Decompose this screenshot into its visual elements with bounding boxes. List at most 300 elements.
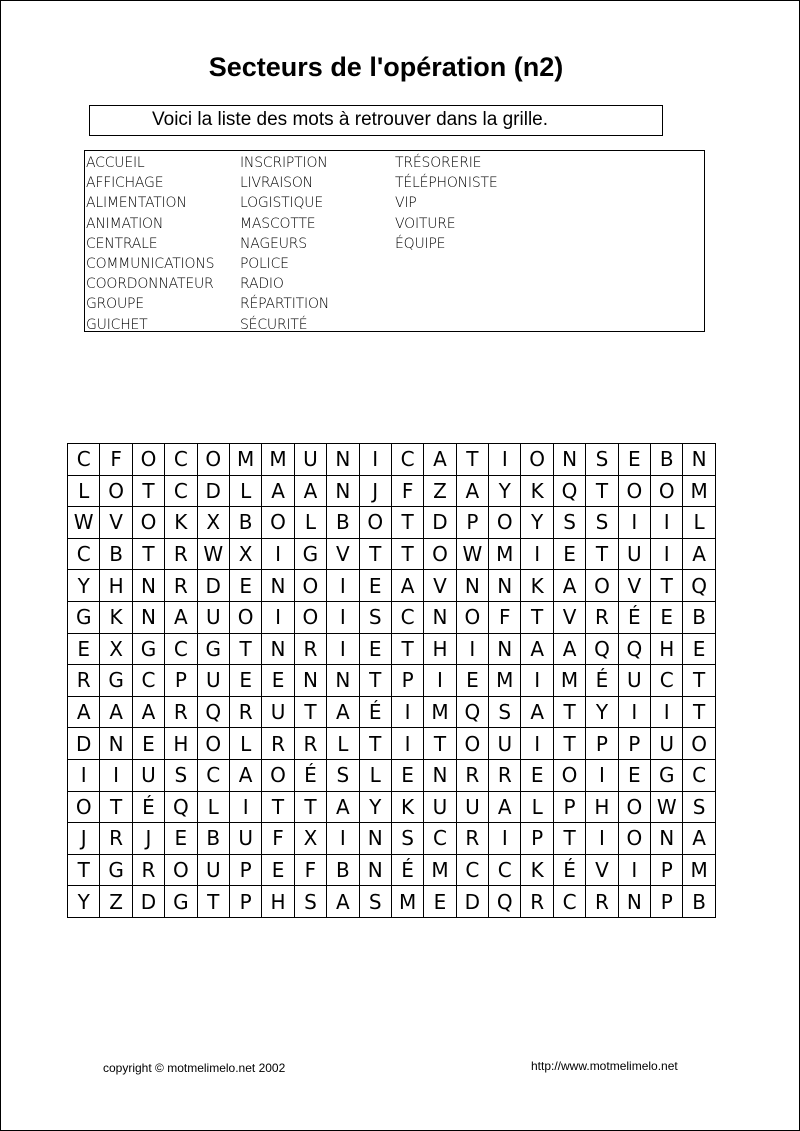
grid-cell[interactable]: B bbox=[651, 444, 683, 476]
grid-cell[interactable]: I bbox=[651, 696, 683, 728]
grid-cell[interactable]: Z bbox=[424, 475, 456, 507]
grid-cell[interactable]: N bbox=[132, 601, 164, 633]
grid-cell[interactable]: Y bbox=[359, 791, 391, 823]
grid-cell[interactable]: C bbox=[68, 538, 100, 570]
grid-cell[interactable]: L bbox=[294, 507, 326, 539]
grid-cell[interactable]: M bbox=[683, 475, 715, 507]
grid-cell[interactable]: I bbox=[651, 507, 683, 539]
grid-cell[interactable]: C bbox=[424, 823, 456, 855]
grid-cell[interactable]: T bbox=[586, 475, 618, 507]
grid-cell[interactable]: D bbox=[197, 475, 229, 507]
grid-cell[interactable]: S bbox=[391, 823, 423, 855]
grid-cell[interactable]: I bbox=[262, 601, 294, 633]
grid-cell[interactable]: U bbox=[132, 759, 164, 791]
grid-cell[interactable]: X bbox=[100, 633, 132, 665]
grid-cell[interactable]: É bbox=[391, 854, 423, 886]
grid-cell[interactable]: O bbox=[359, 507, 391, 539]
grid-cell[interactable]: P bbox=[456, 507, 488, 539]
grid-cell[interactable]: I bbox=[521, 665, 553, 697]
grid-cell[interactable]: A bbox=[327, 696, 359, 728]
grid-cell[interactable]: U bbox=[229, 823, 261, 855]
grid-cell[interactable]: G bbox=[651, 759, 683, 791]
grid-cell[interactable]: N bbox=[424, 759, 456, 791]
grid-cell[interactable]: N bbox=[359, 854, 391, 886]
grid-cell[interactable]: É bbox=[132, 791, 164, 823]
grid-cell[interactable]: N bbox=[489, 633, 521, 665]
grid-cell[interactable]: S bbox=[489, 696, 521, 728]
grid-cell[interactable]: G bbox=[165, 886, 197, 918]
grid-cell[interactable]: P bbox=[229, 854, 261, 886]
grid-cell[interactable]: A bbox=[521, 696, 553, 728]
grid-cell[interactable]: G bbox=[294, 538, 326, 570]
grid-cell[interactable]: V bbox=[100, 507, 132, 539]
grid-cell[interactable]: A bbox=[489, 791, 521, 823]
grid-cell[interactable]: A bbox=[294, 475, 326, 507]
grid-cell[interactable]: V bbox=[618, 570, 650, 602]
grid-cell[interactable]: V bbox=[586, 854, 618, 886]
grid-cell[interactable]: N bbox=[489, 570, 521, 602]
grid-cell[interactable]: E bbox=[553, 538, 585, 570]
grid-cell[interactable]: U bbox=[651, 728, 683, 760]
grid-cell[interactable]: T bbox=[132, 538, 164, 570]
grid-cell[interactable]: O bbox=[489, 507, 521, 539]
grid-cell[interactable]: S bbox=[586, 444, 618, 476]
grid-cell[interactable]: T bbox=[651, 570, 683, 602]
grid-cell[interactable]: N bbox=[424, 601, 456, 633]
grid-cell[interactable]: U bbox=[197, 665, 229, 697]
grid-cell[interactable]: T bbox=[359, 538, 391, 570]
grid-cell[interactable]: T bbox=[197, 886, 229, 918]
grid-cell[interactable]: P bbox=[651, 854, 683, 886]
grid-cell[interactable]: É bbox=[294, 759, 326, 791]
grid-cell[interactable]: A bbox=[456, 475, 488, 507]
grid-cell[interactable]: D bbox=[68, 728, 100, 760]
grid-cell[interactable]: K bbox=[521, 475, 553, 507]
grid-cell[interactable]: Q bbox=[197, 696, 229, 728]
grid-cell[interactable]: T bbox=[132, 475, 164, 507]
grid-cell[interactable]: O bbox=[100, 475, 132, 507]
grid-cell[interactable]: O bbox=[618, 823, 650, 855]
grid-cell[interactable]: P bbox=[553, 791, 585, 823]
grid-cell[interactable]: G bbox=[100, 665, 132, 697]
grid-cell[interactable]: C bbox=[456, 854, 488, 886]
grid-cell[interactable]: Y bbox=[489, 475, 521, 507]
grid-cell[interactable]: U bbox=[197, 601, 229, 633]
grid-cell[interactable]: R bbox=[165, 570, 197, 602]
grid-cell[interactable]: Y bbox=[521, 507, 553, 539]
grid-cell[interactable]: E bbox=[262, 854, 294, 886]
grid-cell[interactable]: I bbox=[68, 759, 100, 791]
grid-cell[interactable]: F bbox=[391, 475, 423, 507]
grid-cell[interactable]: O bbox=[132, 444, 164, 476]
grid-cell[interactable]: H bbox=[424, 633, 456, 665]
grid-cell[interactable]: Z bbox=[100, 886, 132, 918]
grid-cell[interactable]: N bbox=[683, 444, 715, 476]
grid-cell[interactable]: A bbox=[553, 633, 585, 665]
grid-cell[interactable]: M bbox=[424, 854, 456, 886]
grid-cell[interactable]: T bbox=[68, 854, 100, 886]
grid-cell[interactable]: J bbox=[359, 475, 391, 507]
grid-cell[interactable]: X bbox=[197, 507, 229, 539]
grid-cell[interactable]: I bbox=[618, 696, 650, 728]
grid-cell[interactable]: T bbox=[521, 601, 553, 633]
grid-cell[interactable]: N bbox=[294, 665, 326, 697]
grid-cell[interactable]: L bbox=[521, 791, 553, 823]
grid-cell[interactable]: R bbox=[521, 886, 553, 918]
grid-cell[interactable]: T bbox=[456, 444, 488, 476]
grid-cell[interactable]: I bbox=[391, 728, 423, 760]
grid-cell[interactable]: Q bbox=[165, 791, 197, 823]
grid-cell[interactable]: R bbox=[586, 886, 618, 918]
grid-cell[interactable]: Q bbox=[683, 570, 715, 602]
grid-cell[interactable]: L bbox=[229, 728, 261, 760]
grid-cell[interactable]: L bbox=[683, 507, 715, 539]
grid-cell[interactable]: S bbox=[359, 886, 391, 918]
grid-cell[interactable]: A bbox=[391, 570, 423, 602]
grid-cell[interactable]: N bbox=[262, 633, 294, 665]
grid-cell[interactable]: E bbox=[68, 633, 100, 665]
grid-cell[interactable]: O bbox=[197, 728, 229, 760]
grid-cell[interactable]: R bbox=[294, 728, 326, 760]
grid-cell[interactable]: P bbox=[586, 728, 618, 760]
grid-cell[interactable]: E bbox=[132, 728, 164, 760]
grid-cell[interactable]: E bbox=[618, 444, 650, 476]
grid-cell[interactable]: G bbox=[100, 854, 132, 886]
grid-cell[interactable]: C bbox=[683, 759, 715, 791]
grid-cell[interactable]: B bbox=[229, 507, 261, 539]
grid-cell[interactable]: E bbox=[424, 886, 456, 918]
grid-cell[interactable]: S bbox=[586, 507, 618, 539]
grid-cell[interactable]: R bbox=[165, 538, 197, 570]
grid-cell[interactable]: Y bbox=[68, 570, 100, 602]
grid-cell[interactable]: C bbox=[165, 475, 197, 507]
grid-cell[interactable]: N bbox=[359, 823, 391, 855]
grid-cell[interactable]: J bbox=[132, 823, 164, 855]
grid-cell[interactable]: L bbox=[197, 791, 229, 823]
grid-cell[interactable]: R bbox=[294, 633, 326, 665]
grid-cell[interactable]: T bbox=[683, 696, 715, 728]
grid-cell[interactable]: H bbox=[262, 886, 294, 918]
grid-cell[interactable]: A bbox=[683, 823, 715, 855]
grid-cell[interactable]: C bbox=[489, 854, 521, 886]
grid-cell[interactable]: S bbox=[553, 507, 585, 539]
grid-cell[interactable]: N bbox=[132, 570, 164, 602]
grid-cell[interactable]: I bbox=[618, 854, 650, 886]
grid-cell[interactable]: E bbox=[391, 759, 423, 791]
grid-cell[interactable]: W bbox=[68, 507, 100, 539]
grid-cell[interactable]: L bbox=[68, 475, 100, 507]
grid-cell[interactable]: C bbox=[391, 444, 423, 476]
grid-cell[interactable]: O bbox=[586, 570, 618, 602]
grid-cell[interactable]: I bbox=[100, 759, 132, 791]
grid-cell[interactable]: D bbox=[132, 886, 164, 918]
grid-cell[interactable]: R bbox=[456, 823, 488, 855]
grid-cell[interactable]: M bbox=[553, 665, 585, 697]
grid-cell[interactable]: I bbox=[229, 791, 261, 823]
grid-cell[interactable]: O bbox=[262, 507, 294, 539]
grid-cell[interactable]: U bbox=[262, 696, 294, 728]
grid-cell[interactable]: Q bbox=[553, 475, 585, 507]
grid-cell[interactable]: O bbox=[456, 601, 488, 633]
grid-cell[interactable]: A bbox=[132, 696, 164, 728]
grid-cell[interactable]: H bbox=[586, 791, 618, 823]
grid-cell[interactable]: S bbox=[294, 886, 326, 918]
grid-cell[interactable]: W bbox=[456, 538, 488, 570]
grid-cell[interactable]: C bbox=[391, 601, 423, 633]
grid-cell[interactable]: O bbox=[294, 570, 326, 602]
grid-cell[interactable]: O bbox=[262, 759, 294, 791]
grid-cell[interactable]: R bbox=[100, 823, 132, 855]
grid-cell[interactable]: T bbox=[229, 633, 261, 665]
grid-cell[interactable]: Q bbox=[586, 633, 618, 665]
grid-cell[interactable]: A bbox=[553, 570, 585, 602]
grid-cell[interactable]: K bbox=[391, 791, 423, 823]
grid-cell[interactable]: E bbox=[521, 759, 553, 791]
grid-cell[interactable]: R bbox=[229, 696, 261, 728]
grid-cell[interactable]: S bbox=[359, 601, 391, 633]
grid-cell[interactable]: R bbox=[68, 665, 100, 697]
grid-cell[interactable]: G bbox=[197, 633, 229, 665]
grid-cell[interactable]: Y bbox=[68, 886, 100, 918]
grid-cell[interactable]: U bbox=[294, 444, 326, 476]
grid-cell[interactable]: U bbox=[618, 538, 650, 570]
grid-cell[interactable]: O bbox=[618, 791, 650, 823]
grid-cell[interactable]: T bbox=[553, 696, 585, 728]
grid-cell[interactable]: O bbox=[229, 601, 261, 633]
grid-cell[interactable]: N bbox=[618, 886, 650, 918]
grid-cell[interactable]: R bbox=[132, 854, 164, 886]
grid-cell[interactable]: A bbox=[165, 601, 197, 633]
grid-cell[interactable]: B bbox=[683, 601, 715, 633]
grid-cell[interactable]: R bbox=[489, 759, 521, 791]
grid-cell[interactable]: T bbox=[294, 791, 326, 823]
grid-cell[interactable]: V bbox=[327, 538, 359, 570]
grid-cell[interactable]: R bbox=[262, 728, 294, 760]
grid-cell[interactable]: H bbox=[165, 728, 197, 760]
grid-cell[interactable]: É bbox=[359, 696, 391, 728]
grid-cell[interactable]: D bbox=[424, 507, 456, 539]
grid-cell[interactable]: M bbox=[262, 444, 294, 476]
grid-cell[interactable]: R bbox=[456, 759, 488, 791]
grid-cell[interactable]: I bbox=[651, 538, 683, 570]
grid-cell[interactable]: U bbox=[456, 791, 488, 823]
grid-cell[interactable]: H bbox=[651, 633, 683, 665]
grid-cell[interactable]: C bbox=[553, 886, 585, 918]
grid-cell[interactable]: O bbox=[521, 444, 553, 476]
grid-cell[interactable]: E bbox=[262, 665, 294, 697]
grid-cell[interactable]: E bbox=[683, 633, 715, 665]
grid-cell[interactable]: C bbox=[197, 759, 229, 791]
grid-cell[interactable]: N bbox=[651, 823, 683, 855]
grid-cell[interactable]: O bbox=[294, 601, 326, 633]
grid-cell[interactable]: X bbox=[229, 538, 261, 570]
grid-cell[interactable]: E bbox=[359, 633, 391, 665]
grid-cell[interactable]: M bbox=[489, 538, 521, 570]
grid-cell[interactable]: I bbox=[327, 823, 359, 855]
grid-cell[interactable]: O bbox=[424, 538, 456, 570]
grid-cell[interactable]: N bbox=[327, 665, 359, 697]
grid-cell[interactable]: A bbox=[327, 886, 359, 918]
grid-cell[interactable]: C bbox=[651, 665, 683, 697]
grid-cell[interactable]: F bbox=[262, 823, 294, 855]
grid-cell[interactable]: T bbox=[683, 665, 715, 697]
grid-cell[interactable]: K bbox=[521, 570, 553, 602]
grid-cell[interactable]: J bbox=[68, 823, 100, 855]
grid-cell[interactable]: U bbox=[424, 791, 456, 823]
grid-cell[interactable]: R bbox=[165, 696, 197, 728]
grid-cell[interactable]: C bbox=[165, 633, 197, 665]
grid-cell[interactable]: C bbox=[68, 444, 100, 476]
grid-cell[interactable]: T bbox=[359, 665, 391, 697]
grid-cell[interactable]: T bbox=[262, 791, 294, 823]
grid-cell[interactable]: N bbox=[553, 444, 585, 476]
grid-cell[interactable]: B bbox=[100, 538, 132, 570]
grid-cell[interactable]: O bbox=[132, 507, 164, 539]
grid-cell[interactable]: C bbox=[165, 444, 197, 476]
grid-cell[interactable]: Q bbox=[456, 696, 488, 728]
grid-cell[interactable]: P bbox=[165, 665, 197, 697]
grid-cell[interactable]: B bbox=[683, 886, 715, 918]
grid-cell[interactable]: É bbox=[586, 665, 618, 697]
grid-cell[interactable]: C bbox=[132, 665, 164, 697]
grid-cell[interactable]: I bbox=[327, 633, 359, 665]
grid-cell[interactable]: Q bbox=[489, 886, 521, 918]
grid-cell[interactable]: O bbox=[651, 475, 683, 507]
grid-cell[interactable]: K bbox=[521, 854, 553, 886]
grid-cell[interactable]: T bbox=[100, 791, 132, 823]
grid-cell[interactable]: U bbox=[197, 854, 229, 886]
grid-cell[interactable]: N bbox=[327, 444, 359, 476]
grid-cell[interactable]: A bbox=[229, 759, 261, 791]
grid-cell[interactable]: I bbox=[521, 538, 553, 570]
grid-cell[interactable]: N bbox=[262, 570, 294, 602]
grid-cell[interactable]: E bbox=[165, 823, 197, 855]
grid-cell[interactable]: E bbox=[651, 601, 683, 633]
grid-cell[interactable]: T bbox=[391, 538, 423, 570]
grid-cell[interactable]: H bbox=[100, 570, 132, 602]
grid-cell[interactable]: O bbox=[618, 475, 650, 507]
grid-cell[interactable]: P bbox=[521, 823, 553, 855]
grid-cell[interactable]: T bbox=[294, 696, 326, 728]
grid-cell[interactable]: T bbox=[359, 728, 391, 760]
grid-cell[interactable]: P bbox=[618, 728, 650, 760]
grid-cell[interactable]: N bbox=[100, 728, 132, 760]
grid-cell[interactable]: T bbox=[553, 823, 585, 855]
grid-cell[interactable]: L bbox=[359, 759, 391, 791]
grid-cell[interactable]: N bbox=[456, 570, 488, 602]
grid-cell[interactable]: O bbox=[456, 728, 488, 760]
grid-cell[interactable]: E bbox=[229, 665, 261, 697]
grid-cell[interactable]: L bbox=[327, 728, 359, 760]
grid-cell[interactable]: W bbox=[197, 538, 229, 570]
grid-cell[interactable]: A bbox=[68, 696, 100, 728]
grid-cell[interactable]: A bbox=[683, 538, 715, 570]
grid-cell[interactable]: A bbox=[327, 791, 359, 823]
grid-cell[interactable]: Y bbox=[586, 696, 618, 728]
grid-cell[interactable]: B bbox=[327, 507, 359, 539]
grid-cell[interactable]: L bbox=[229, 475, 261, 507]
grid-cell[interactable]: T bbox=[391, 633, 423, 665]
grid-cell[interactable]: U bbox=[618, 665, 650, 697]
grid-cell[interactable]: F bbox=[489, 601, 521, 633]
grid-cell[interactable]: X bbox=[294, 823, 326, 855]
grid-cell[interactable]: D bbox=[456, 886, 488, 918]
grid-cell[interactable]: E bbox=[456, 665, 488, 697]
grid-cell[interactable]: O bbox=[68, 791, 100, 823]
grid-cell[interactable]: R bbox=[586, 601, 618, 633]
grid-cell[interactable]: I bbox=[586, 823, 618, 855]
grid-cell[interactable]: B bbox=[327, 854, 359, 886]
grid-cell[interactable]: O bbox=[553, 759, 585, 791]
grid-cell[interactable]: N bbox=[327, 475, 359, 507]
grid-cell[interactable]: I bbox=[327, 570, 359, 602]
grid-cell[interactable]: I bbox=[489, 823, 521, 855]
grid-cell[interactable]: A bbox=[424, 444, 456, 476]
grid-cell[interactable]: B bbox=[197, 823, 229, 855]
grid-cell[interactable]: F bbox=[294, 854, 326, 886]
grid-cell[interactable]: E bbox=[618, 759, 650, 791]
grid-cell[interactable]: M bbox=[229, 444, 261, 476]
grid-cell[interactable]: É bbox=[618, 601, 650, 633]
grid-cell[interactable]: I bbox=[359, 444, 391, 476]
grid-cell[interactable]: P bbox=[391, 665, 423, 697]
grid-cell[interactable]: I bbox=[391, 696, 423, 728]
grid-cell[interactable]: P bbox=[651, 886, 683, 918]
grid-cell[interactable]: E bbox=[229, 570, 261, 602]
grid-cell[interactable]: M bbox=[683, 854, 715, 886]
grid-cell[interactable]: U bbox=[489, 728, 521, 760]
grid-cell[interactable]: P bbox=[229, 886, 261, 918]
grid-cell[interactable]: D bbox=[197, 570, 229, 602]
grid-cell[interactable]: I bbox=[521, 728, 553, 760]
grid-cell[interactable]: O bbox=[165, 854, 197, 886]
grid-cell[interactable]: S bbox=[327, 759, 359, 791]
grid-cell[interactable]: O bbox=[683, 728, 715, 760]
grid-cell[interactable]: S bbox=[683, 791, 715, 823]
grid-cell[interactable]: T bbox=[424, 728, 456, 760]
grid-cell[interactable]: V bbox=[553, 601, 585, 633]
grid-cell[interactable]: G bbox=[132, 633, 164, 665]
grid-cell[interactable]: I bbox=[424, 665, 456, 697]
grid-cell[interactable]: E bbox=[359, 570, 391, 602]
grid-cell[interactable]: M bbox=[489, 665, 521, 697]
grid-cell[interactable]: T bbox=[391, 507, 423, 539]
grid-cell[interactable]: K bbox=[100, 601, 132, 633]
grid-cell[interactable]: I bbox=[618, 507, 650, 539]
grid-cell[interactable]: I bbox=[489, 444, 521, 476]
grid-cell[interactable]: É bbox=[553, 854, 585, 886]
grid-cell[interactable]: W bbox=[651, 791, 683, 823]
grid-cell[interactable]: A bbox=[100, 696, 132, 728]
grid-cell[interactable]: T bbox=[586, 538, 618, 570]
grid-cell[interactable]: M bbox=[391, 886, 423, 918]
grid-cell[interactable]: A bbox=[262, 475, 294, 507]
grid-cell[interactable]: A bbox=[521, 633, 553, 665]
grid-cell[interactable]: O bbox=[197, 444, 229, 476]
grid-cell[interactable]: T bbox=[553, 728, 585, 760]
grid-cell[interactable]: I bbox=[327, 601, 359, 633]
grid-cell[interactable]: I bbox=[456, 633, 488, 665]
grid-cell[interactable]: I bbox=[586, 759, 618, 791]
grid-cell[interactable]: G bbox=[68, 601, 100, 633]
grid-cell[interactable]: V bbox=[424, 570, 456, 602]
grid-cell[interactable]: K bbox=[165, 507, 197, 539]
grid-cell[interactable]: S bbox=[165, 759, 197, 791]
grid-cell[interactable]: M bbox=[424, 696, 456, 728]
grid-cell[interactable]: I bbox=[262, 538, 294, 570]
grid-cell[interactable]: F bbox=[100, 444, 132, 476]
grid-cell[interactable]: Q bbox=[618, 633, 650, 665]
